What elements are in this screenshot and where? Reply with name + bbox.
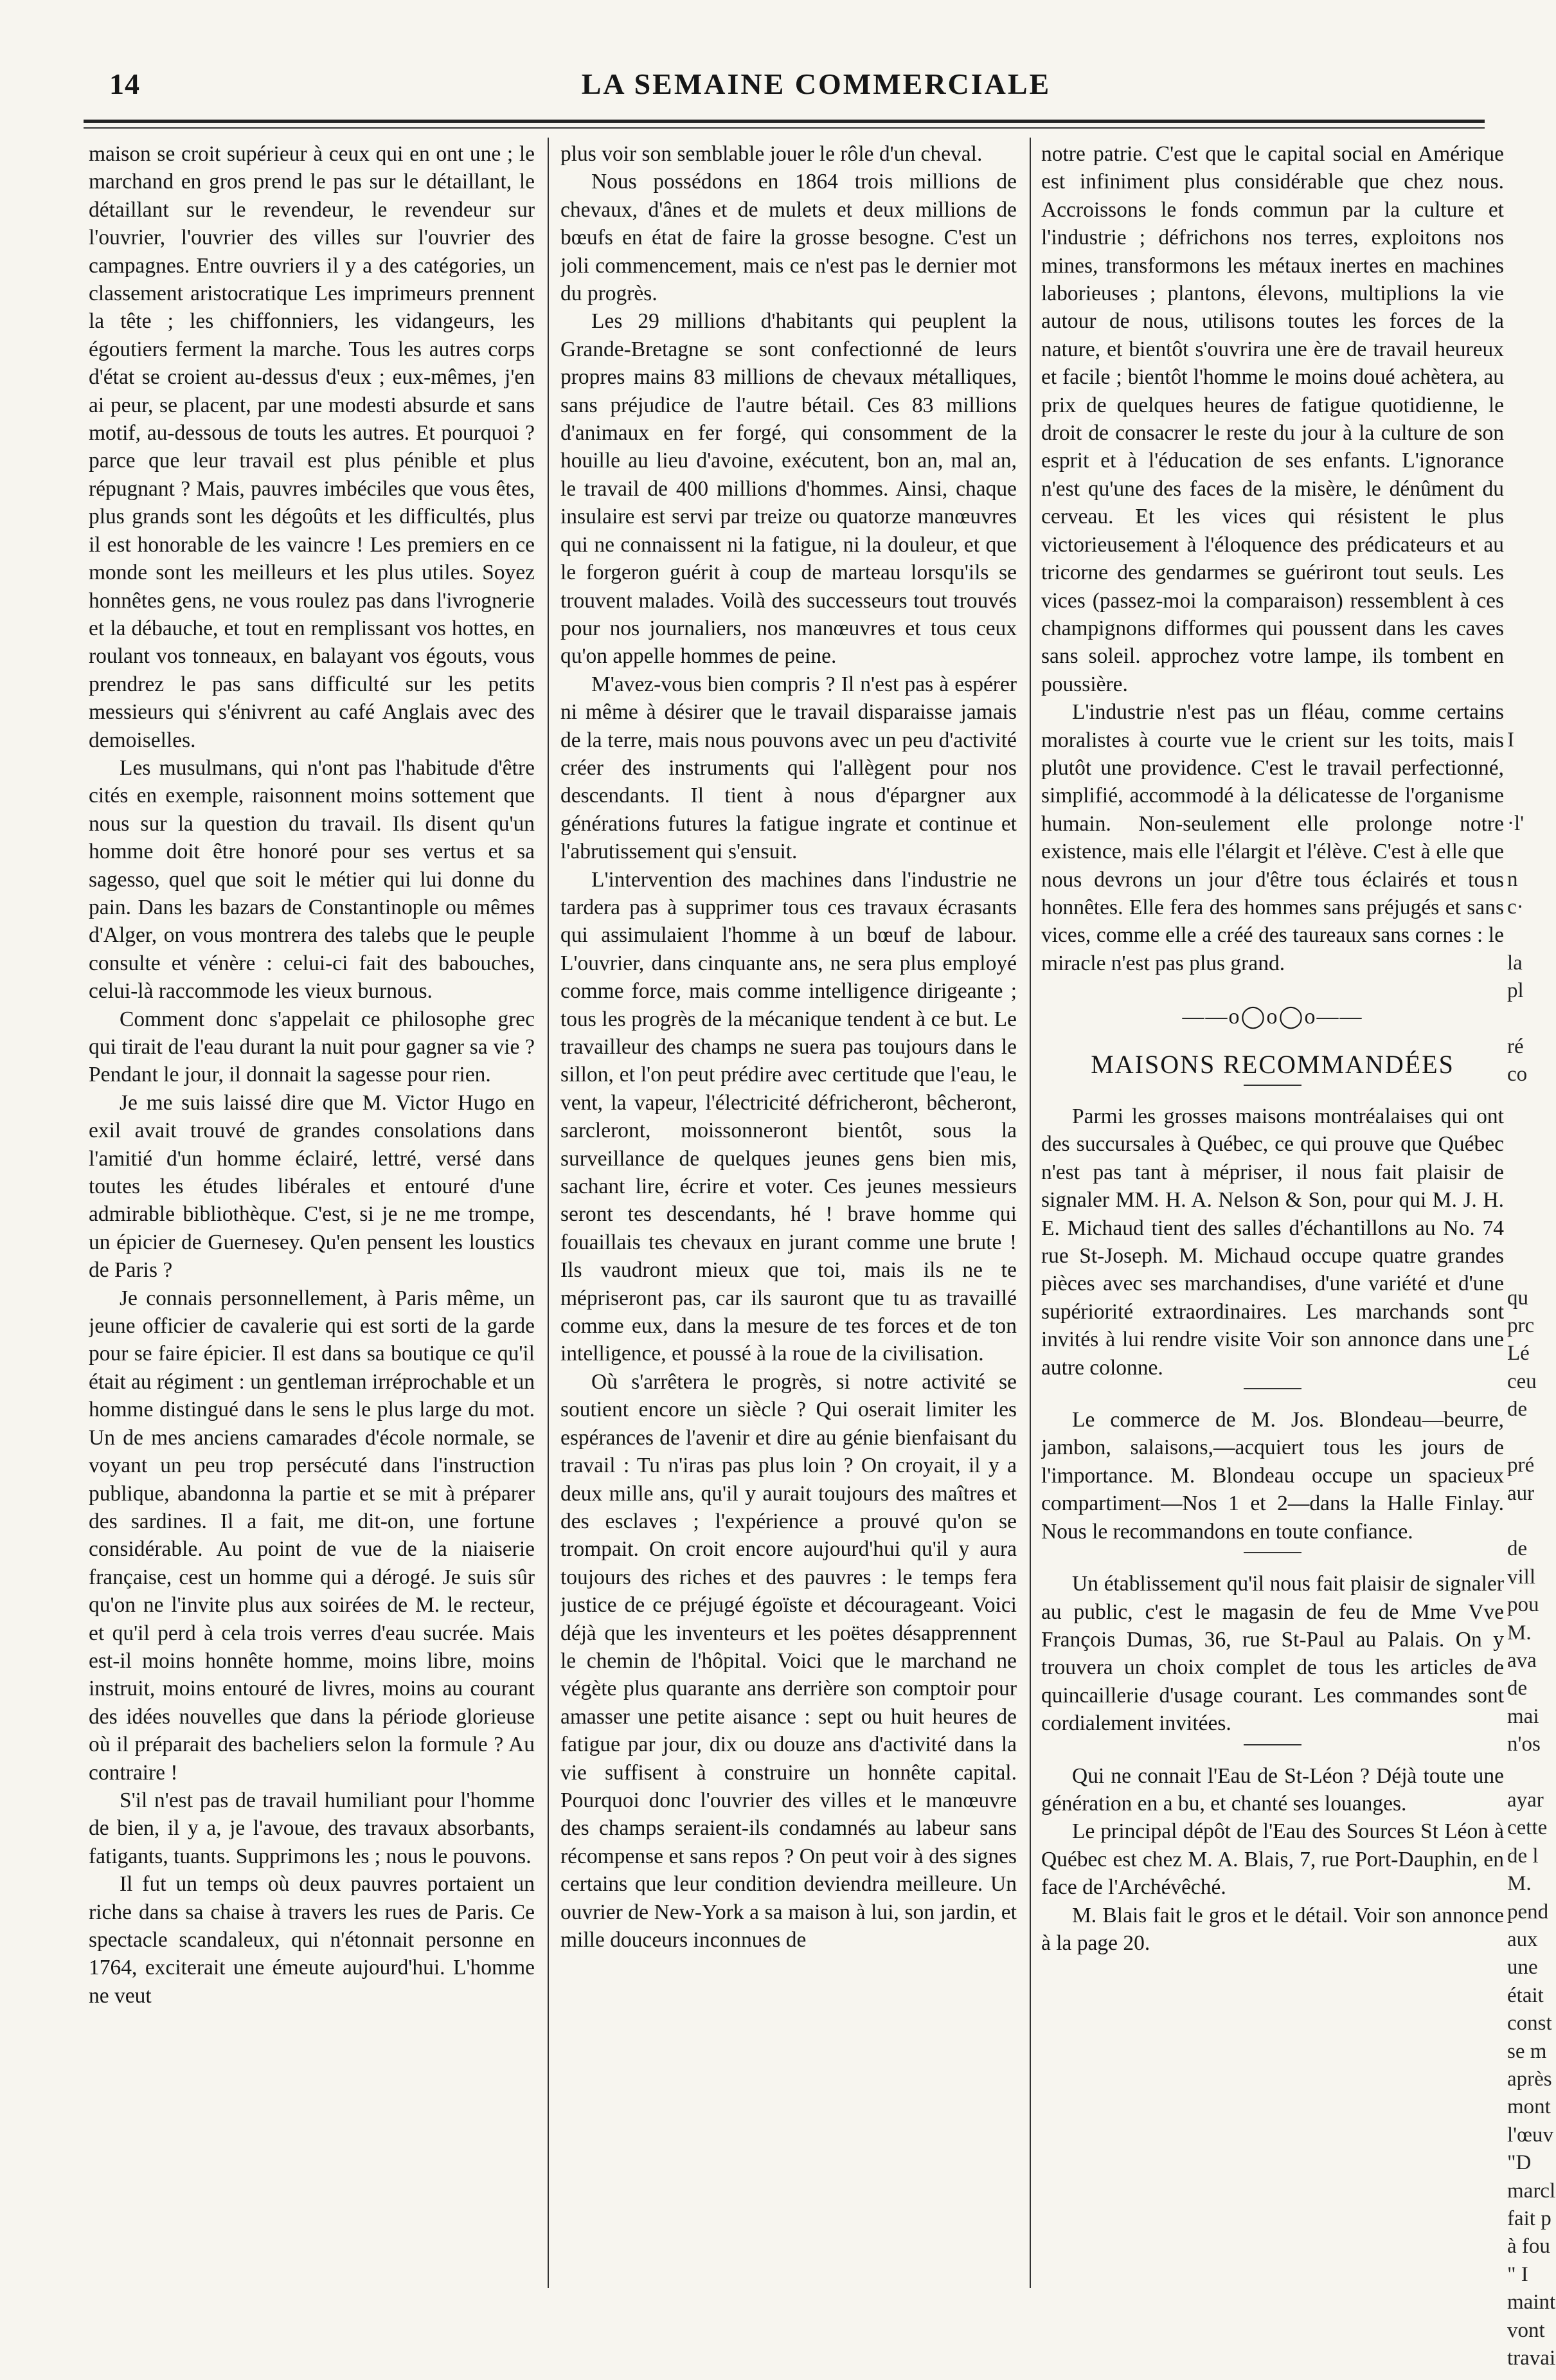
edge-fragment: la xyxy=(1507,951,1523,975)
edge-fragment: de l xyxy=(1507,1844,1539,1868)
edge-fragment: c· xyxy=(1507,895,1524,919)
edge-fragment: marcl xyxy=(1507,2179,1556,2203)
edge-fragment: une xyxy=(1507,1956,1538,1979)
section-rule xyxy=(1244,1085,1301,1086)
edge-fragment xyxy=(1507,363,1556,391)
column-2 xyxy=(560,140,1017,2294)
edge-fragment xyxy=(1507,1173,1556,1200)
paragraph: Je me suis laissé dire que M. Victor Hugo en exil avait trouvé de grandes consolations dans l'amitié d'un homme éclairé, lettré, versé dans toutes les études libérales et entouré d'une admirable bibliothèque. C'est, si je ne me trompe, un épicier de Guernesey. Qu'en pensent les loustics de Paris ? xyxy=(89,1090,535,1283)
page-number: 14 xyxy=(109,68,140,100)
notice: Le principal dépôt de l'Eau des Sources St Léon à Québec est chez M. A. Blais, 7, rue Port-Dauphin, en face de l'Archévêché. xyxy=(1041,1819,1504,1900)
paragraph: Les 29 millions d'habitants qui peuplent la Grande-Bretagne se sont confectionné de leurs propres mains 83 millions de chevaux métalliques, sans préjudice de l'autre bétail. Ces 83 millions d'animaux en fer forgé, qui consomment de la houille au lieu d'avoine, exécutent, bon an, mal an, le travail de 400 millions d'hommes. Ainsi, chaque insulaire est servi par treize ou quatorze manœuvres qui ne connaissent ni la fatigue, ni la douleur, et que le forgeron guérit à coup de marteau lorsqu'ils se trouvent malades. Voilà des successeurs tout trouvés pour nos journaliers, nos manœuvres et tous ceux qu'on appelle hommes de peine. xyxy=(560,309,1017,669)
edge-fragment xyxy=(1507,140,1556,168)
edge-fragment: ceu xyxy=(1507,1369,1537,1393)
edge-fragment: ré xyxy=(1507,1035,1524,1058)
header-rule-thin xyxy=(84,127,1485,129)
edge-fragment xyxy=(1507,392,1556,419)
running-title: LA SEMAINE COMMERCIALE xyxy=(581,68,1051,100)
edge-fragment: M. xyxy=(1507,1872,1532,1896)
edge-fragment: prc xyxy=(1507,1314,1535,1338)
edge-fragment: de xyxy=(1507,1677,1528,1700)
column-divider-2 xyxy=(1030,138,1031,2288)
paragraph: L'intervention des machines dans l'industrie ne tardera pas à supprimer tous ces travaux écrasants qui assimulaient l'homme à un bœuf de labour. L'ouvrier, dans cinquante ans, ne sera plus employé comme force, mais comme intelligence dirigeante ; tous les progrès de la mécanique tendent à ce but. Le travailleur des champs ne suera pas toujours dans le sillon, et l'on peut prédire avec certitude que l'eau, le vent, la vapeur, l'électricité défricheront, bêcheront, sarcleront, moissonneront bientôt, sous la surveillance de quelques jeunes gens bien mis, sachant lire, écrire et voter. Ces jeunes messieurs seront tes descendants, hé ! brave homme qui fouaillais tes chevaux en jurant comme une brute ! Ils vaudront mieux que toi, mais ils ne te mépriseront pas, car ils sauront que tu as travaillé comme eux, dans la mesure de tes forces et de ton intelligence, et poussé à la roue de la civilisation. xyxy=(560,867,1017,1366)
edge-fragment: pend xyxy=(1507,1900,1549,1924)
edge-fragment xyxy=(1507,615,1556,642)
edge-fragment xyxy=(1507,559,1556,586)
notice: Le commerce de M. Jos. Blondeau—beurre, jambon, salaisons,—acquiert tous les jours de l'importance. M. Blondeau occupe un spacieux compartiment—Nos 1 et 2—dans la Halle Finlay. Nous le recommandons en toute confiance. xyxy=(1041,1408,1504,1544)
next-page-edge-fragments xyxy=(1507,140,1556,2377)
edge-fragment: const xyxy=(1507,2012,1552,2035)
edge-fragment xyxy=(1507,838,1556,865)
edge-fragment xyxy=(1507,671,1556,698)
edge-fragment: vill xyxy=(1507,1565,1536,1589)
edge-fragment: aux xyxy=(1507,1928,1538,1951)
edge-fragment: se m xyxy=(1507,2039,1547,2063)
edge-fragment: n'os xyxy=(1507,1733,1541,1756)
edge-fragment xyxy=(1507,196,1556,224)
column-divider-1 xyxy=(548,138,549,2288)
edge-fragment: fait p xyxy=(1507,2207,1552,2231)
notice: Parmi les grosses maisons montréalaises qui ont des succursales à Québec, ce qui prouve que Québec n'est pas tant à mépriser, il nous fait plaisir de signaler MM. H. A. Nelson & Son, pour qui M. J. H. E. Michaud tient des salles d'échantillons au No. 74 rue St-Joseph. M. Michaud occupe quatre grandes pièces avec ses marchandises, d'une variété et d'une supériorité extraordinaires. Les marchands sont invités à lui rendre visite Voir son annonce dans une autre colonne. xyxy=(1041,1104,1504,1380)
edge-fragment: pou xyxy=(1507,1593,1539,1617)
edge-fragment xyxy=(1507,336,1556,363)
edge-fragment: ayar xyxy=(1507,1788,1544,1812)
edge-fragment: ava xyxy=(1507,1648,1537,1672)
edge-fragment xyxy=(1507,168,1556,195)
edge-fragment xyxy=(1507,503,1556,530)
paragraph: Où s'arrêtera le progrès, si notre activité se soutient encore un siècle ? Qui oserait limiter les espérances de l'avenir et dire au génie bienfaisant du travail : Tu n'iras pas plus loin ? On croyait, il y a deux mille ans, qu'il y aurait toujours des maîtres et des esclaves ; l'expérience a prouvé qu'on se trompait. On croit encore aujourd'hui qu'il y aura toujours des riches et des pauvres : le temps fera justice de ce préjugé égoïste et décourageant. Voici déjà que les inventeurs et les poëtes désapprennent le chemin de l'hôpital. Voici que le marchand ne végète plus quarante ans derrière son comptoir pour amasser une petite aisance : sept ou huit heures de fatigue par jour, dix ou douze ans d'activité dans la vie suffisent à construire un honnête capital. Pourquoi donc l'ouvrier des villes et le manœuvre des champs seraient-ils condamnés au labeur sans récompense et sans repos ? On peut voir à des signes certains que leur condition deviendra meilleure. Un ouvrier de New-York a sa maison à lui, son jardin, et mille douceurs inconnues de xyxy=(560,1369,1017,1952)
edge-fragment: à fou xyxy=(1507,2235,1550,2258)
edge-fragment: vont xyxy=(1507,2318,1545,2342)
edge-fragment xyxy=(1507,475,1556,503)
edge-fragment xyxy=(1507,1508,1556,1535)
edge-fragment: ·l' xyxy=(1507,811,1525,835)
edge-fragment: co xyxy=(1507,1063,1528,1086)
edge-fragment: pl xyxy=(1507,979,1524,1003)
edge-fragment xyxy=(1507,921,1556,949)
notice-rule xyxy=(1244,1744,1301,1745)
edge-fragment: qu xyxy=(1507,1286,1528,1310)
edge-fragment xyxy=(1507,1256,1556,1284)
section-title: MAISONS RECOMMANDÉES xyxy=(1091,1049,1454,1079)
edge-fragment xyxy=(1507,754,1556,782)
page-header xyxy=(77,62,1453,113)
edge-fragment xyxy=(1507,531,1556,559)
edge-fragment xyxy=(1507,252,1556,280)
edge-fragment: mont xyxy=(1507,2095,1551,2119)
edge-fragment xyxy=(1507,1005,1556,1033)
edge-fragment xyxy=(1507,1229,1556,1256)
paragraph: plus voir son semblable jouer le rôle d'un cheval. xyxy=(560,142,983,166)
edge-fragment xyxy=(1507,1117,1556,1144)
notice-rule xyxy=(1244,1552,1301,1553)
paragraph: Comment donc s'appelait ce philosophe grec qui tirait de l'eau durant la nuit pour gagner sa vie ? Pendant le jour, il donnait la sagesse pour rien. xyxy=(89,1007,535,1087)
edge-fragment xyxy=(1507,587,1556,615)
paragraph: Je connais personnellement, à Paris même, un jeune officier de cavalerie qui est sorti de la garde pour se faire épicier. Il est dans sa boutique ce qu'il était au régiment : un gentleman irréprochable et un homme distingué dans le sens le plus large du mot. Un de mes anciens camarades d'école normale, se voyant un peu trop persécuté dans l'instruction publique, abandonna la partie et se mit à préparer des sardines. Il a fait, me dit-on, une fortune considérable. Au point de vue de la niaiserie française, cest un homme qui a dérogé. Je suis sûr qu'on ne l'invite plus aux soirées de M. le recteur, et qu'il perd à cela trois verres d'eau sucrée. Mais est-il moins honnête homme, moins libre, moins instruit, moins entouré de livres, moins au courant des idées nouvelles que dans la période glorieuse où il préparait des bacheliers selon la formule ? Au contraire ! xyxy=(89,1286,535,1785)
edge-fragment: I xyxy=(1507,728,1514,752)
edge-fragment: Lé xyxy=(1507,1342,1530,1366)
edge-fragment xyxy=(1507,1089,1556,1117)
edge-fragment: aur xyxy=(1507,1481,1535,1505)
paragraph: Les musulmans, qui n'ont pas l'habitude d'être cités en exemple, raisonnent moins sottement que nous sur la question du travail. Ils disent qu'un homme doit être honoré pour ses vertus et sa sagesso, quel que soit le métier qui lui donne du pain. Dans les bazars de Constantinople ou mêmes d'Alger, on vous montrera des talebs que le peuple consulte et vénère : celui-ci fait des babouches, celui-là raccommode les vieux burnous. xyxy=(89,755,535,1004)
notice: Qui ne connait l'Eau de St-Léon ? Déjà toute une génération en a bu, et chanté ses louanges. xyxy=(1041,1763,1504,1816)
edge-fragment xyxy=(1507,419,1556,447)
edge-fragment: maint xyxy=(1507,2291,1556,2314)
notice-rule xyxy=(1244,1388,1301,1389)
paragraph: Il fut un temps où deux pauvres portaient un riche dans sa chaise à travers les rues de Paris. Ce spectacle scandaleux, qui n'étonnait personne en 1764, exciterait une émeute aujourd'hui. L'homme ne veut xyxy=(89,1872,535,2008)
paragraph: notre patrie. C'est que le capital social en Amérique est infiniment plus considérable que chez nous. Accroissons le fonds commun par la culture et l'industrie ; défrichons nos terres, exploitons nos mines, transformons les métaux inertes en machines laborieuses ; plantons, élevons, multiplions la vie autour de nous, utilisons toutes les forces de la nature, et bientôt s'ouvrira une ère de travail heureux et facile ; bientôt l'homme le moins doué achètera, au prix de quelques heures de fatigue quotidienne, le droit de consacrer le reste du jour à la culture de son esprit et à l'éducation de ses enfants. L'ignorance n'est qu'une des faces de la misère, le dénûment du cerveau. Et les vices qui résistent le plus victorieusement à l'éloquence des prédicateurs et au tricorne des gendarmes se guériront tout seuls. Les vices (passez-moi la comparaison) ressemblent à ces champignons difformes qui poussent dans les caves sans soleil. approchez votre lampe, ils tombent en poussière. xyxy=(1041,142,1504,696)
paragraph: S'il n'est pas de travail humiliant pour l'homme de bien, il y a, je l'avoue, des travaux absorbants, fatigants, tuants. Supprimons les ; nous le pouvons. xyxy=(89,1788,535,1868)
edge-fragment: travai xyxy=(1507,2347,1556,2370)
edge-fragment xyxy=(1507,447,1556,474)
edge-fragment: l'œuv xyxy=(1507,2123,1553,2147)
edge-fragment: de xyxy=(1507,1537,1528,1561)
edge-fragment: cette xyxy=(1507,1816,1548,1840)
edge-fragment xyxy=(1507,1759,1556,1787)
edge-fragment: mai xyxy=(1507,1704,1539,1728)
paragraph: M'avez-vous bien compris ? Il n'est pas à espérer ni même à désirer que le travail disparaisse jamais de la terre, mais nous pouvons avec un peu d'activité créer des instruments qui l'allègent pour nos descendants. Il tient à nous d'épargner aux générations futures la fatigue ingrate et continue et l'abrutissement qui s'ensuit. xyxy=(560,672,1017,864)
paragraph: L'industrie n'est pas un fléau, comme certains moralistes à courte vue le crient sur les toits, mais plutôt une providence. C'est le travail perfectionné, simplifié, accommodé à la délicatesse de l'organisme humain. Non-seulement elle prolonge notre existence, mais elle l'élargit et l'élève. C'est à elle que nous devrons un jour d'être tous éclairés et tous honnêtes. Elle fera des hommes sans préjugés et sans vices, comme elle a créé des taureaux sans cornes : le miracle n'est pas plus grand. xyxy=(1041,700,1504,975)
edge-fragment: de xyxy=(1507,1398,1528,1421)
column-3 xyxy=(1041,140,1504,2294)
edge-fragment: n xyxy=(1507,867,1518,891)
edge-fragment: était xyxy=(1507,1983,1544,2007)
paragraph: maison se croit supérieur à ceux qui en ont une ; le marchand en gros prend le pas sur le détaillant, le détaillant sur le revendeur, le revendeur sur l'ouvrier, l'ouvrier des villes sur l'ouvrier des campagnes. Entre ouvriers il y a des catégories, un classement aristocratique Les imprimeurs prennent la tête ; les chiffonniers, les vidangeurs, les égoutiers ferment la marche. Tous les autres corps d'état se croient au-dessus d'eux ; eux-mêmes, j'en ai peur, se placent, par une modesti absurde et sans motif, au-dessous de touts les autres. Et pourquoi ? parce que leur travail est plus pénible et plus répugnant ? Mais, pauvres imbéciles que vous êtes, plus grands sont les dégoûts et les difficultés, plus il est honorable de les vaincre ! Les premiers en ce monde sont les meilleurs et les plus utiles. Soyez honnêtes gens, ne vous roulez pas dans l'ivrognerie et la débauche, et tout en remplissant vos hottes, en roulant vos tonneaux, en balayant vos égouts, vous prendrez le pas sans difficulté sur les petits messieurs qui s'énivrent au café Anglais avec des demoiselles. xyxy=(89,142,535,752)
header-rule xyxy=(84,120,1485,123)
column-1 xyxy=(89,140,535,2294)
notice: Un établissement qu'il nous fait plaisir de signaler au public, c'est le magasin de feu de Mme Vve François Dumas, 36, rue St-Paul au Palais. On y trouvera un choix complet de tous les articles de quincaillerie d'usage courant. Les commandes sont cordialement invitées. xyxy=(1041,1572,1504,1736)
edge-fragment xyxy=(1507,1200,1556,1228)
edge-fragment: après xyxy=(1507,2068,1552,2091)
edge-fragment: pré xyxy=(1507,1454,1535,1477)
section-ornament: ——o◯o◯o—— xyxy=(1182,1005,1363,1029)
edge-fragment xyxy=(1507,307,1556,335)
edge-fragment: "D xyxy=(1507,2151,1532,2175)
edge-fragment xyxy=(1507,280,1556,307)
edge-fragment: " I xyxy=(1507,2262,1528,2286)
edge-fragment xyxy=(1507,642,1556,670)
paragraph: Nous possédons en 1864 trois millions de chevaux, d'ânes et de mulets et deux millions de bœufs en état de faire la grosse besogne. C'est un joli commencement, mais ce n'est pas le dernier mot du progrès. xyxy=(560,170,1017,306)
edge-fragment xyxy=(1507,698,1556,726)
edge-fragment xyxy=(1507,1145,1556,1173)
edge-fragment xyxy=(1507,224,1556,251)
edge-fragment xyxy=(1507,782,1556,809)
edge-fragment xyxy=(1507,1424,1556,1452)
edge-fragment: M. xyxy=(1507,1621,1532,1645)
notice: M. Blais fait le gros et le détail. Voir son annonce à la page 20. xyxy=(1041,1903,1504,1955)
